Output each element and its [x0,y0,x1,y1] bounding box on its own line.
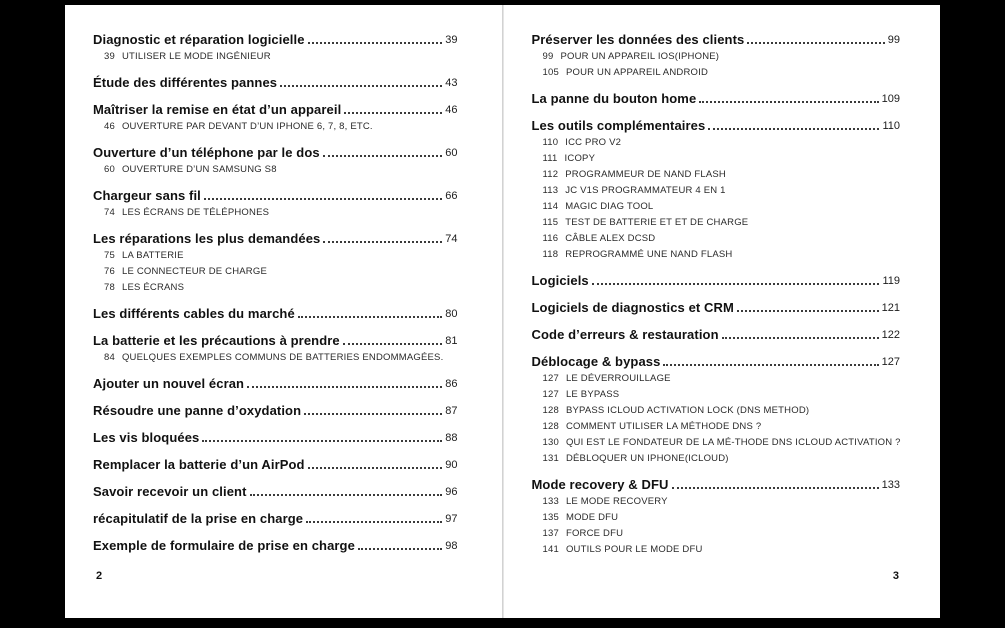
page-left [65,5,503,618]
toc-entry-title: Préserver les données des clients [531,32,745,47]
dot-leader [308,42,443,44]
toc-entry-title: Les différents cables du marché [93,306,295,321]
toc-entry-title: récapitulatif de la prise en charge [93,511,304,526]
toc-subentry-label: QUELQUES EXEMPLES COMMUNS DE BATTERIES ENDOMMAGÉES. [121,352,444,363]
toc-subentry-label: LE MODE RECOVERY [565,496,668,507]
toc-subentry-label: OUVERTURE D’UN SAMSUNG S8 [121,164,277,175]
toc-subentry-number: 114 [542,201,559,212]
toc-subentry-number: 78 [104,282,115,293]
toc-subentry-number: 116 [542,233,559,244]
toc-entry-page: 66 [445,190,458,202]
dot-leader [323,155,443,157]
toc-entry [93,75,458,90]
toc-subentry-label: LE CONNECTEUR DE CHARGE [121,266,267,277]
toc-subentry-number: 135 [542,512,559,523]
toc-subentry [532,452,901,465]
toc-entry-page: 39 [445,34,458,46]
toc-subentry-number: 130 [542,437,559,448]
toc-entry-title: Chargeur sans fil [93,188,201,203]
dot-leader [308,467,443,469]
toc-entry-title: Les outils complémentaires [531,118,706,133]
toc-subentry-label: REPROGRAMMÉ UNE NAND FLASH [565,249,733,260]
toc-entry-page: 80 [445,308,458,320]
toc-entry-title: Logiciels de diagnostics et CRM [531,300,734,315]
toc-subentry-label: LE BYPASS [565,389,620,400]
toc-entry-title: Diagnostic et réparation logicielle [93,32,305,47]
toc-subentry-label: LA BATTERIE [121,250,184,261]
toc-subentry-label: OUVERTURE PAR DEVANT D’UN IPHONE 6, 7, 8, ETC. [121,121,373,132]
toc-subentry-label: LE DÉVERROUILLAGE [565,373,671,384]
toc-entry-page: 86 [445,378,458,390]
toc-subentry [93,281,458,294]
toc-entry-page: 81 [445,335,458,347]
toc-entry-title: Savoir recevoir un client [93,484,247,499]
toc-subentry-number: 112 [542,169,559,180]
dot-leader [358,548,442,550]
toc-subentry-label: BYPASS ICLOUD ACTIVATION LOCK (DNS METHOD) [565,405,810,416]
toc-entry-page: 98 [445,540,458,552]
toc-subentry [532,543,901,556]
toc-subentry [93,351,458,364]
toc-subentry-number: 105 [542,67,559,78]
toc-entry-page: 43 [445,77,458,89]
toc-subentry [532,404,901,417]
dot-leader [343,343,443,345]
dot-leader [247,386,442,388]
toc-subentry-label: OUTILS POUR LE MODE DFU [565,544,703,555]
dot-leader [672,487,879,489]
dot-leader [722,337,879,339]
toc-entry-title: Ajouter un nouvel écran [93,376,245,391]
toc-entry-title: Maîtriser la remise en état d’un appareil [93,102,342,117]
toc-entry-page: 133 [881,479,900,491]
toc-entry-page: 127 [881,356,900,368]
toc-entry [532,354,901,369]
toc-entry-page: 90 [445,459,458,471]
toc-subentry-number: 99 [542,51,554,62]
toc-entry [93,538,458,553]
dot-leader [250,494,443,496]
toc-entry [93,511,458,526]
toc-entry [93,102,458,117]
toc-subentry-label: JC V1S PROGRAMMATEUR 4 EN 1 [565,185,726,196]
toc-entry-title: Les réparations les plus demandées [93,231,321,246]
toc-subentry-number: 110 [542,137,559,148]
toc-entry-page: 96 [445,486,458,498]
toc-entry [93,145,458,160]
dot-leader [737,310,879,312]
toc-entry [532,118,901,133]
toc-entry-page: 109 [881,93,900,105]
toc-subentry [93,249,458,262]
toc-subentry-label: TEST DE BATTERIE ET ET DE CHARGE [565,217,749,228]
toc-subentry-label: ICC PRO V2 [565,137,622,148]
toc-subentry-label: UTILISER LE MODE INGÉNIEUR [121,51,271,62]
dot-leader [298,316,442,318]
toc-entry-page: 60 [445,147,458,159]
dot-leader [699,101,878,103]
toc-subentry [532,511,901,524]
toc-entry-page: 87 [445,405,458,417]
toc-subentry [532,66,901,79]
toc-subentry-number: 127 [542,389,559,400]
toc-entry-page: 74 [445,233,458,245]
dot-leader [204,198,442,200]
toc-subentry [532,495,901,508]
toc-subentry-number: 128 [542,405,559,416]
toc-subentry-number: 127 [542,373,559,384]
toc-subentry [93,50,458,63]
page-number-left: 2 [96,570,103,582]
toc-entry-title: La batterie et les précautions à prendre [93,333,340,348]
toc-entry-title: Exemple de formulaire de prise en charge [93,538,355,553]
page-right [503,5,941,618]
toc-entry-page: 46 [445,104,458,116]
toc-subentry-number: 111 [542,153,558,164]
toc-subentry-label: COMMENT UTILISER LA MÉTHODE DNS ? [565,421,762,432]
toc-entry [532,300,901,315]
toc-entry-page: 110 [882,120,900,132]
toc-entry [93,457,458,472]
toc-subentry-label: POUR UN APPAREIL IOS(IPHONE) [560,51,720,62]
toc-subentry-number: 75 [104,250,115,261]
toc-subentry [93,265,458,278]
dot-leader [663,364,878,366]
dot-leader [747,42,884,44]
toc-subentry [532,184,901,197]
toc-entry-title: Les vis bloquées [93,430,200,445]
toc-entry-title: La panne du bouton home [531,91,697,106]
page-gutter-divider [502,5,504,618]
toc-subentry-label: QUI EST LE FONDATEUR DE LA MÉ-THODE DNS ICLOUD ACTIVATION ? [565,437,901,448]
toc-entry-title: Déblocage & bypass [531,354,661,369]
toc-entry [532,32,901,47]
dot-leader [592,283,880,285]
toc-entry [93,376,458,391]
toc-subentry-number: 128 [542,421,559,432]
toc-subentry-number: 118 [542,249,559,260]
toc-subentry-label: LES ÉCRANS DE TÉLÉPHONES [121,207,270,218]
toc-subentry [532,420,901,433]
toc-subentry-number: 113 [542,185,559,196]
toc-subentry [532,168,901,181]
document-spread [65,5,940,618]
toc-entry-page: 97 [445,513,458,525]
toc-entry [93,32,458,47]
dot-leader [280,85,442,87]
toc-subentry [532,372,901,385]
toc-subentry-label: CÂBLE ALEX DCSD [565,233,656,244]
toc-subentry [93,120,458,133]
toc-entry-page: 119 [882,275,900,287]
toc-subentry [532,232,901,245]
dot-leader [323,241,442,243]
toc-subentry-number: 141 [542,544,559,555]
toc-entry-title: Résoudre une panne d’oxydation [93,403,302,418]
toc-subentry-number: 39 [104,51,115,62]
dot-leader [708,128,879,130]
toc-entry-page: 99 [887,34,900,46]
toc-subentry-label: LES ÉCRANS [121,282,185,293]
dot-leader [202,440,442,442]
toc-entry [532,91,901,106]
toc-entry [93,333,458,348]
toc-subentry [532,388,901,401]
toc-subentry [93,163,458,176]
toc-subentry [532,136,901,149]
dot-leader [344,112,442,114]
toc-entry-title: Remplacer la batterie d’un AirPod [93,457,305,472]
toc-subentry [532,216,901,229]
dot-leader [304,413,442,415]
toc-entry [93,430,458,445]
toc-subentry-label: MODE DFU [565,512,619,523]
toc-entry-page: 121 [881,302,900,314]
toc-subentry [532,248,901,261]
toc-subentry-label: PROGRAMMEUR DE NAND FLASH [565,169,726,180]
toc-entry-page: 122 [881,329,900,341]
toc-entry-title: Logiciels [531,273,589,288]
toc-entry [532,273,901,288]
toc-list-right [532,32,901,556]
toc-entry [93,188,458,203]
toc-subentry [532,200,901,213]
toc-entry [532,477,901,492]
toc-subentry-number: 74 [104,207,115,218]
toc-entry-title: Mode recovery & DFU [531,477,669,492]
toc-entry [93,306,458,321]
toc-subentry-label: POUR UN APPAREIL ANDROID [565,67,709,78]
toc-entry [532,327,901,342]
toc-subentry-number: 76 [104,266,115,277]
toc-subentry-number: 137 [542,528,559,539]
dot-leader [306,521,442,523]
toc-subentry [532,436,901,449]
toc-subentry-number: 133 [542,496,559,507]
toc-entry-title: Étude des différentes pannes [93,75,278,90]
toc-subentry [532,527,901,540]
toc-entry [93,231,458,246]
toc-subentry-number: 131 [542,453,559,464]
toc-subentry [93,206,458,219]
toc-subentry-label: ICOPY [564,153,596,164]
toc-subentry [532,50,901,63]
toc-subentry-number: 60 [104,164,115,175]
toc-entry-title: Ouverture d’un téléphone par le dos [93,145,320,160]
toc-entry [93,403,458,418]
toc-entry [93,484,458,499]
toc-subentry [532,152,901,165]
page-number-right: 3 [892,570,899,582]
toc-entry-title: Code d’erreurs & restauration [531,327,719,342]
toc-subentry-label: MAGIC DIAG TOOL [565,201,654,212]
toc-subentry-number: 46 [104,121,115,132]
toc-list-left [93,32,458,553]
toc-subentry-number: 84 [104,352,115,363]
toc-subentry-label: DÉBLOQUER UN IPHONE(ICLOUD) [565,453,729,464]
toc-entry-page: 88 [445,432,458,444]
toc-subentry-number: 115 [542,217,559,228]
toc-subentry-label: FORCE DFU [565,528,624,539]
